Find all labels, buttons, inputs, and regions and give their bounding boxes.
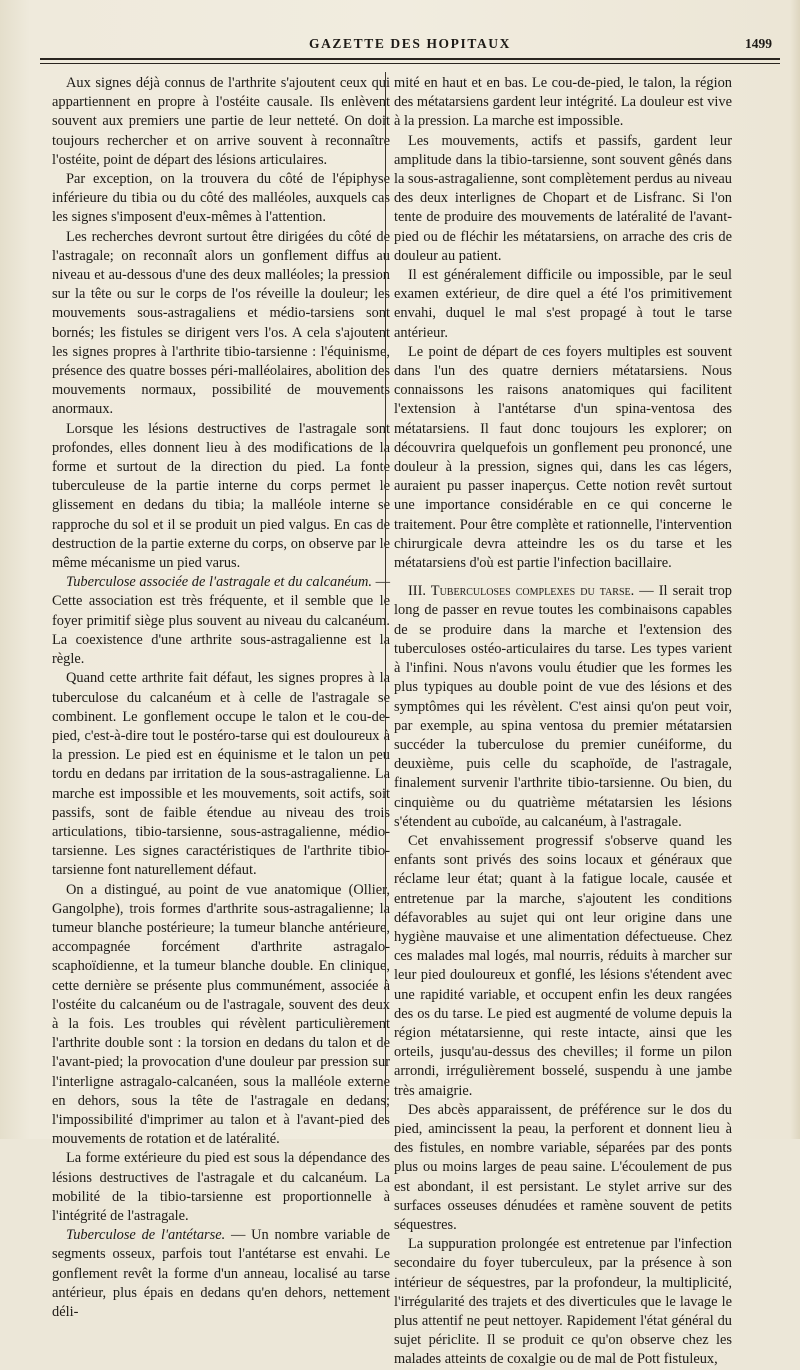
header-rule-thick bbox=[40, 58, 780, 60]
section-heading: III. Tuberculoses complexes du tarse. bbox=[408, 583, 635, 600]
paragraph-text: Lorsque les lésions destructives de l'astragale sont profondes, elles donnent lieu à des modifications de la forme et surtout de la direction du pied. La fonte tuberculeuse de la partie interne du corps permet le glissement en dedans du tibia; la malléole interne se rapproche du sol et il se produit un pied valgus. En cas de destruction de la partie externe du corps, on observe par le même mécanisme un pied varus. bbox=[52, 420, 390, 572]
running-title: GAZETTE DES HOPITAUX bbox=[308, 36, 512, 51]
paragraph bbox=[394, 132, 732, 266]
paragraph-text: La forme extérieure du pied est sous la dépendance des lésions destructives de l'astragale et du calcanéum. La mobilité de la tibio-tarsienne est proportionnelle à l'intégrité de l'astragale. bbox=[52, 1150, 390, 1224]
page-number: 1499 bbox=[745, 36, 772, 51]
paragraph bbox=[394, 832, 732, 1101]
paragraph bbox=[52, 420, 390, 574]
paragraph bbox=[394, 1235, 732, 1369]
header-rule-thin bbox=[40, 63, 780, 64]
paragraph-text: — Un nombre variable de segments osseux, parfois tout l'antétarse est envahi. Le gonflement revêt la forme d'un anneau, localisé au tarse antérieur, plus épais en dedans qu'en dehors, nettement déli- bbox=[52, 1227, 390, 1320]
paragraph-text: Quand cette arthrite fait défaut, les signes propres à la tuberculose du calcanéum et à celle de l'astragale se combinent. Le gonflement occupe le talon et le cou-de-pied, c'est-à-dire tout le postéro-tarse qui est douloureux à la pression. Le pied est en équinisme et le talon un peu tordu en dedans par irritation de la sous-astragalienne. La marche est impossible et les mouvements, soit actifs, soit passifs, sont de faible étendue au niveau des trois articulations, tibio-tarsienne, sous-astragalienne, médio-tarsienne. Les signes caractéristiques de l'arthrite tibio-tarsienne font naturellement défaut. bbox=[52, 670, 390, 879]
paragraph bbox=[52, 1149, 390, 1226]
paragraph bbox=[52, 170, 390, 228]
paragraph bbox=[52, 573, 390, 669]
paragraph bbox=[394, 266, 732, 343]
paragraph-text: Par exception, on la trouvera du côté de l'épiphyse inférieure du tibia ou du côté des malléoles, auxquels cas les signes s'imposent d'eux-mêmes à l'attention. bbox=[52, 171, 390, 226]
paragraph-text: — Cette association est très fréquente, et il semble que le foyer primitif siège plus souvent au niveau du calcanéum. La coexistence d'une arthrite sous-astragalienne est la règle. bbox=[52, 574, 390, 668]
paragraph-text: Il est généralement difficile ou impossible, par le seul examen extérieur, de dire quel a été l'os primitivement envahi, duquel le mal s'est propagé à tout le tarse antérieur. bbox=[394, 267, 732, 341]
page-header bbox=[40, 34, 780, 56]
paragraph-text: — Il serait trop long de passer en revue toutes les combinaisons capables de se produire dans la marche et l'extension des tuberculoses ostéo-articulaires du tarse. Les types varient à l'infini. Nous n'avons voulu étudier que les formes les plus typiques au double point de vue des lésions et des symptômes qui les révèlent. C'est ainsi qu'on peut voir, par exemple, au spina ventosa du premier métatarsien succéder la tuberculose du premier cunéiforme, du deuxième, puis celle du scaphoïde, de l'astragale, finalement survenir l'arthrite tibio-tarsienne. Ou bien, du cinquième ou du quatrième métatarsien les lésions s'étendent au cuboïde, au calcanéum, à l'astragale. bbox=[394, 583, 732, 830]
paragraph bbox=[394, 343, 732, 573]
paragraph-text: La suppuration prolongée est entretenue par l'infection secondaire du foyer tuberculeux, par la présence à son intérieur de séquestres, par la profondeur, la multiplicité, l'irrégularité des trajets et des diverticules que le lavage le plus attentif ne peut nettoyer. Rapidement l'état général du sujet périclite. Il se produit ce qu'on observe chez les malades atteints de coxalgie ou de mal de Pott fistuleux, bbox=[394, 1236, 732, 1368]
paragraph-text: Cet envahissement progressif s'observe quand les enfants sont privés des soins locaux et généraux que réclame leur état; quant à la fatigue locale, causée et entretenue par la marche, s'ajoutent les conditions défavorables au sujet qui ont leur origine dans une hygiène mauvaise et une alimentation défectueuse. Chez ces malades mal logés, mal nourris, réduits à marcher sur leur pied douloureux et gonflé, les lésions s'étendent avec une rapidité variable, et occupent enfin les deux rangées des os du tarse. Le pied est augmenté de volume depuis la région métatarsienne, qui reste intacte, ainsi que les orteils, jusqu'au-dessus des chevilles; il forme un pilon arrondi, irrégulièrement bosselé, suspendu à une jambe très amaigrie. bbox=[394, 832, 732, 1099]
paragraph-text: Aux signes déjà connus de l'arthrite s'ajoutent ceux qui appartiennent en propre à l'ostéite causale. Ils enlèvent souvent aux premiers une partie de leur netteté. On doit toujours rechercher et on arrive souvent à reconnaître l'ostéite, point de départ des lésions articulaires. bbox=[52, 75, 390, 168]
paragraph-text: mité en haut et en bas. Le cou-de-pied, le talon, la région des métatarsiens gardent leur intégrité. La douleur est vive à la pression. La marche est impossible. bbox=[394, 75, 732, 130]
paragraph-lead-italic: Tuberculose de l'antétarse. bbox=[66, 1227, 226, 1244]
paragraph-text: Les mouvements, actifs et passifs, gardent leur amplitude dans la tibio-tarsienne, sont souvent gênés dans la sous-astragalienne, sont complètement perdus au niveau des deux interlignes de Chopart et de Lisfranc. Si l'on tente de produire des mouvements de latéralité de l'avant-pied ou de fléchir les métatarsiens, on arrache des cris de douleur au patient. bbox=[394, 132, 732, 264]
section-gap bbox=[394, 573, 732, 582]
paragraph-lead-italic: Tuberculose associée de l'astragale et du calcanéum. bbox=[66, 574, 372, 591]
paragraph bbox=[52, 1226, 390, 1322]
paragraph-text: Le point de départ de ces foyers multiples est souvent dans l'un des quatre derniers métatarsiens. Nous connaissons les raisons anatomiques qui facilitent l'extension à l'antétarse d'un spina-ventosa des métatarsiens. Il faut donc toujours les explorer; on découvrira quelquefois un gonflement peu prononcé, une douleur à la pression, signes qui, dans les cas légers, auraient pu passer inaperçus. Cette notion revêt surtout une importance considérable en ce qui concerne le traitement. Pour être complète et rationnelle, l'intervention chirurgicale devra atteindre les os du tarse et les métatarsiens d'où est partie l'infection bacillaire. bbox=[394, 343, 732, 572]
paragraph bbox=[52, 669, 390, 880]
paragraph bbox=[52, 881, 390, 1150]
paragraph-text: On a distingué, au point de vue anatomique (Ollier, Gangolphe), trois formes d'arthrite sous-astragalienne; la tumeur blanche postérieure; la tumeur blanche antérieure, accompagnée forcément d'arthrite astragalo-scaphoïdienne, et la tumeur blanche double. En clinique, cette dernière se présente plus communément, associée à l'ostéite du calcanéum ou de l'astragale, souvent des deux à la fois. Les troubles qui révèlent particulièrement l'arthrite double sont : la torsion en dedans du talon et de l'avant-pied; la provocation d'une douleur par pression sur l'interligne astragalo-calcanéen, sous la malléole externe en dehors, sous la tête de l'astragale en dedans; l'impossibilité d'imprimer au talon et à l'avant-pied des mouvements de rotation et de latéralité. bbox=[52, 881, 390, 1148]
paragraph bbox=[52, 228, 390, 420]
paragraph-text: Des abcès apparaissent, de préférence sur le dos du pied, amincissent la peau, la perforent et donnent lieu à des fistules, en nombre variable, séparées par des ponts plus ou moins larges de peau saine. L'écoulement de pus est abondant, il est persistant. Le stylet arrive sur des surfaces osseuses dénudées et ramène souvent de petits séquestres. bbox=[394, 1101, 732, 1233]
paragraph bbox=[394, 582, 732, 832]
paragraph bbox=[394, 1101, 732, 1235]
column-divider bbox=[385, 72, 386, 1124]
paragraph bbox=[52, 74, 390, 170]
right-column bbox=[394, 74, 732, 1370]
paragraph-text: Les recherches devront surtout être dirigées du côté de l'astragale; on reconnaît alors un gonflement diffus au niveau et au-dessous d'une des deux malléoles; la pression sur la tête ou sur le corps de l'os réveille la douleur; les mouvements sous-astragaliens et médio-tarsiens sont bornés; les fistules se dirigent vers l'os. A cela s'ajoutent les signes propres à l'arthrite tibio-tarsienne : l'équinisme, présence des quatre bosses péri-malléolaires, abolition des mouvements normaux, possibilité de mouvements anormaux. bbox=[52, 228, 390, 418]
left-column bbox=[52, 74, 390, 1322]
paragraph bbox=[394, 74, 732, 132]
